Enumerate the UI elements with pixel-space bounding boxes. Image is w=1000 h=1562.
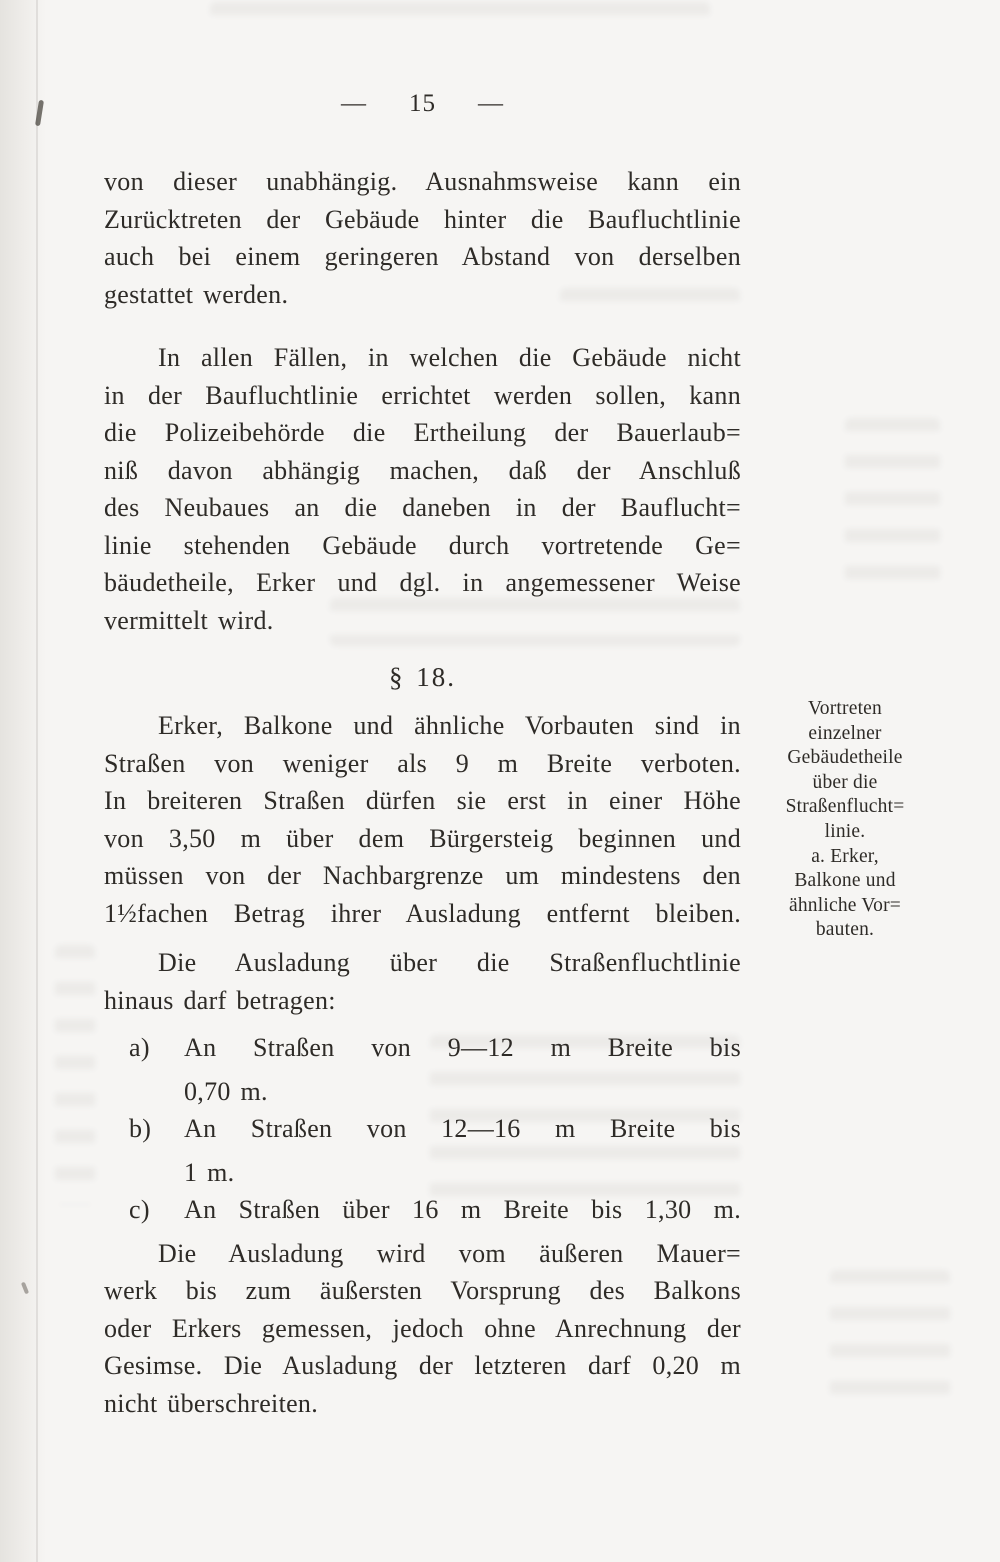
text-line: oder Erkers gemessen, jedoch ohne Anrechnung der	[104, 1313, 741, 1343]
paragraph	[104, 339, 741, 639]
margin-note-line: Vortreten	[807, 698, 882, 719]
margin-note-line: linie.	[824, 820, 866, 842]
page-header	[104, 90, 741, 118]
section-heading: § 18.	[389, 662, 456, 692]
text-line: 1½fachen Betrag ihrer Ausladung entfernt bleiben.	[104, 898, 741, 928]
text-line: vermittelt wird.	[104, 605, 274, 635]
text-line: in der Baufluchtlinie errichtet werden sollen, kann	[104, 380, 741, 410]
text-line: bäudetheile, Erker und dgl. in angemessener Weise	[104, 568, 741, 597]
margin-note-line: Balkone und	[794, 870, 896, 892]
text-line: von 3,50 m über dem Bürgersteig beginnen und	[104, 823, 741, 853]
margin-note	[740, 697, 950, 943]
margin-note-line: Gebäudetheile	[787, 747, 903, 769]
text-line: In breiteren Straßen dürfen sie erst in einer Höhe	[104, 786, 741, 815]
list-item	[104, 1110, 741, 1148]
margin-note-line: über die	[812, 771, 878, 793]
text-line: Straßen von weniger als 9 m Breite verboten.	[104, 748, 741, 778]
text-line: auch bei einem geringeren Abstand von derselben	[104, 242, 741, 271]
page-number: 15	[409, 90, 436, 117]
text-line: hinaus darf betragen:	[104, 985, 336, 1015]
text-line: Gesimse. Die Ausladung der letzteren darf 0,20 m	[104, 1351, 741, 1380]
page-gutter-shadow	[0, 0, 46, 1562]
bleed-through-smudge	[845, 418, 940, 593]
text-line: nicht überschreiten.	[104, 1388, 319, 1418]
text-line: Erker, Balkone und ähnliche Vorbauten sind in	[158, 711, 741, 740]
bleed-through-smudge	[210, 2, 710, 18]
list-item	[104, 1191, 741, 1229]
text-line: gestattet werden.	[104, 279, 289, 309]
header-dash-right: —	[478, 90, 504, 117]
paragraph	[104, 707, 741, 932]
text-line: 0,70 m.	[184, 1076, 268, 1106]
text-line: linie stehenden Gebäude durch vortretende Ge=	[104, 530, 741, 560]
list-item	[104, 1029, 741, 1067]
ordered-list	[104, 1029, 741, 1229]
text-line: An Straßen über 16 m Breite bis 1,30 m.	[184, 1195, 741, 1224]
text-line: werk bis zum äußersten Vorsprung des Balkons	[104, 1276, 741, 1305]
margin-note-line: einzelner	[808, 722, 882, 744]
paragraph	[104, 163, 741, 313]
text-line: In allen Fällen, in welchen die Gebäude nicht	[158, 343, 741, 372]
gutter-crease-line	[36, 0, 38, 1562]
list-marker: c)	[129, 1195, 150, 1224]
bleed-through-smudge	[830, 1270, 950, 1410]
paragraph	[104, 1235, 741, 1423]
bleed-through-smudge	[55, 945, 95, 1205]
margin-note-line: a. Erker,	[811, 845, 879, 867]
text-line: müssen von der Nachbargrenze um mindestens den	[104, 861, 741, 890]
margin-note-line: bauten.	[815, 919, 875, 941]
text-line: An Straßen von 9—12 m Breite bis	[184, 1033, 741, 1062]
text-line: des Neubaues an die daneben in der Bauflucht=	[104, 493, 741, 522]
main-text-column	[104, 163, 741, 1422]
text-line: An Straßen von 12—16 m Breite bis	[184, 1114, 741, 1143]
paragraph	[104, 944, 741, 1019]
text-line: Die Ausladung wird vom äußeren Mauer=	[158, 1238, 741, 1268]
header-dash-left: —	[341, 90, 367, 117]
text-line: von dieser unabhängig. Ausnahmsweise kann ein	[104, 167, 741, 196]
text-line: Zurücktreten der Gebäude hinter die Baufluchtlinie	[104, 204, 741, 234]
text-line: Die Ausladung über die Straßenfluchtlinie	[158, 948, 741, 977]
list-marker: a)	[129, 1033, 150, 1062]
text-line: die Polizeibehörde die Ertheilung der Bauerlaub=	[104, 418, 741, 447]
margin-note-line: Straßenflucht=	[785, 796, 905, 818]
list-marker: b)	[129, 1114, 152, 1143]
margin-note-line: ähnliche Vor=	[789, 894, 901, 916]
text-line: 1 m.	[184, 1157, 235, 1187]
text-line: niß davon abhängig machen, daß der Anschluß	[104, 455, 741, 485]
